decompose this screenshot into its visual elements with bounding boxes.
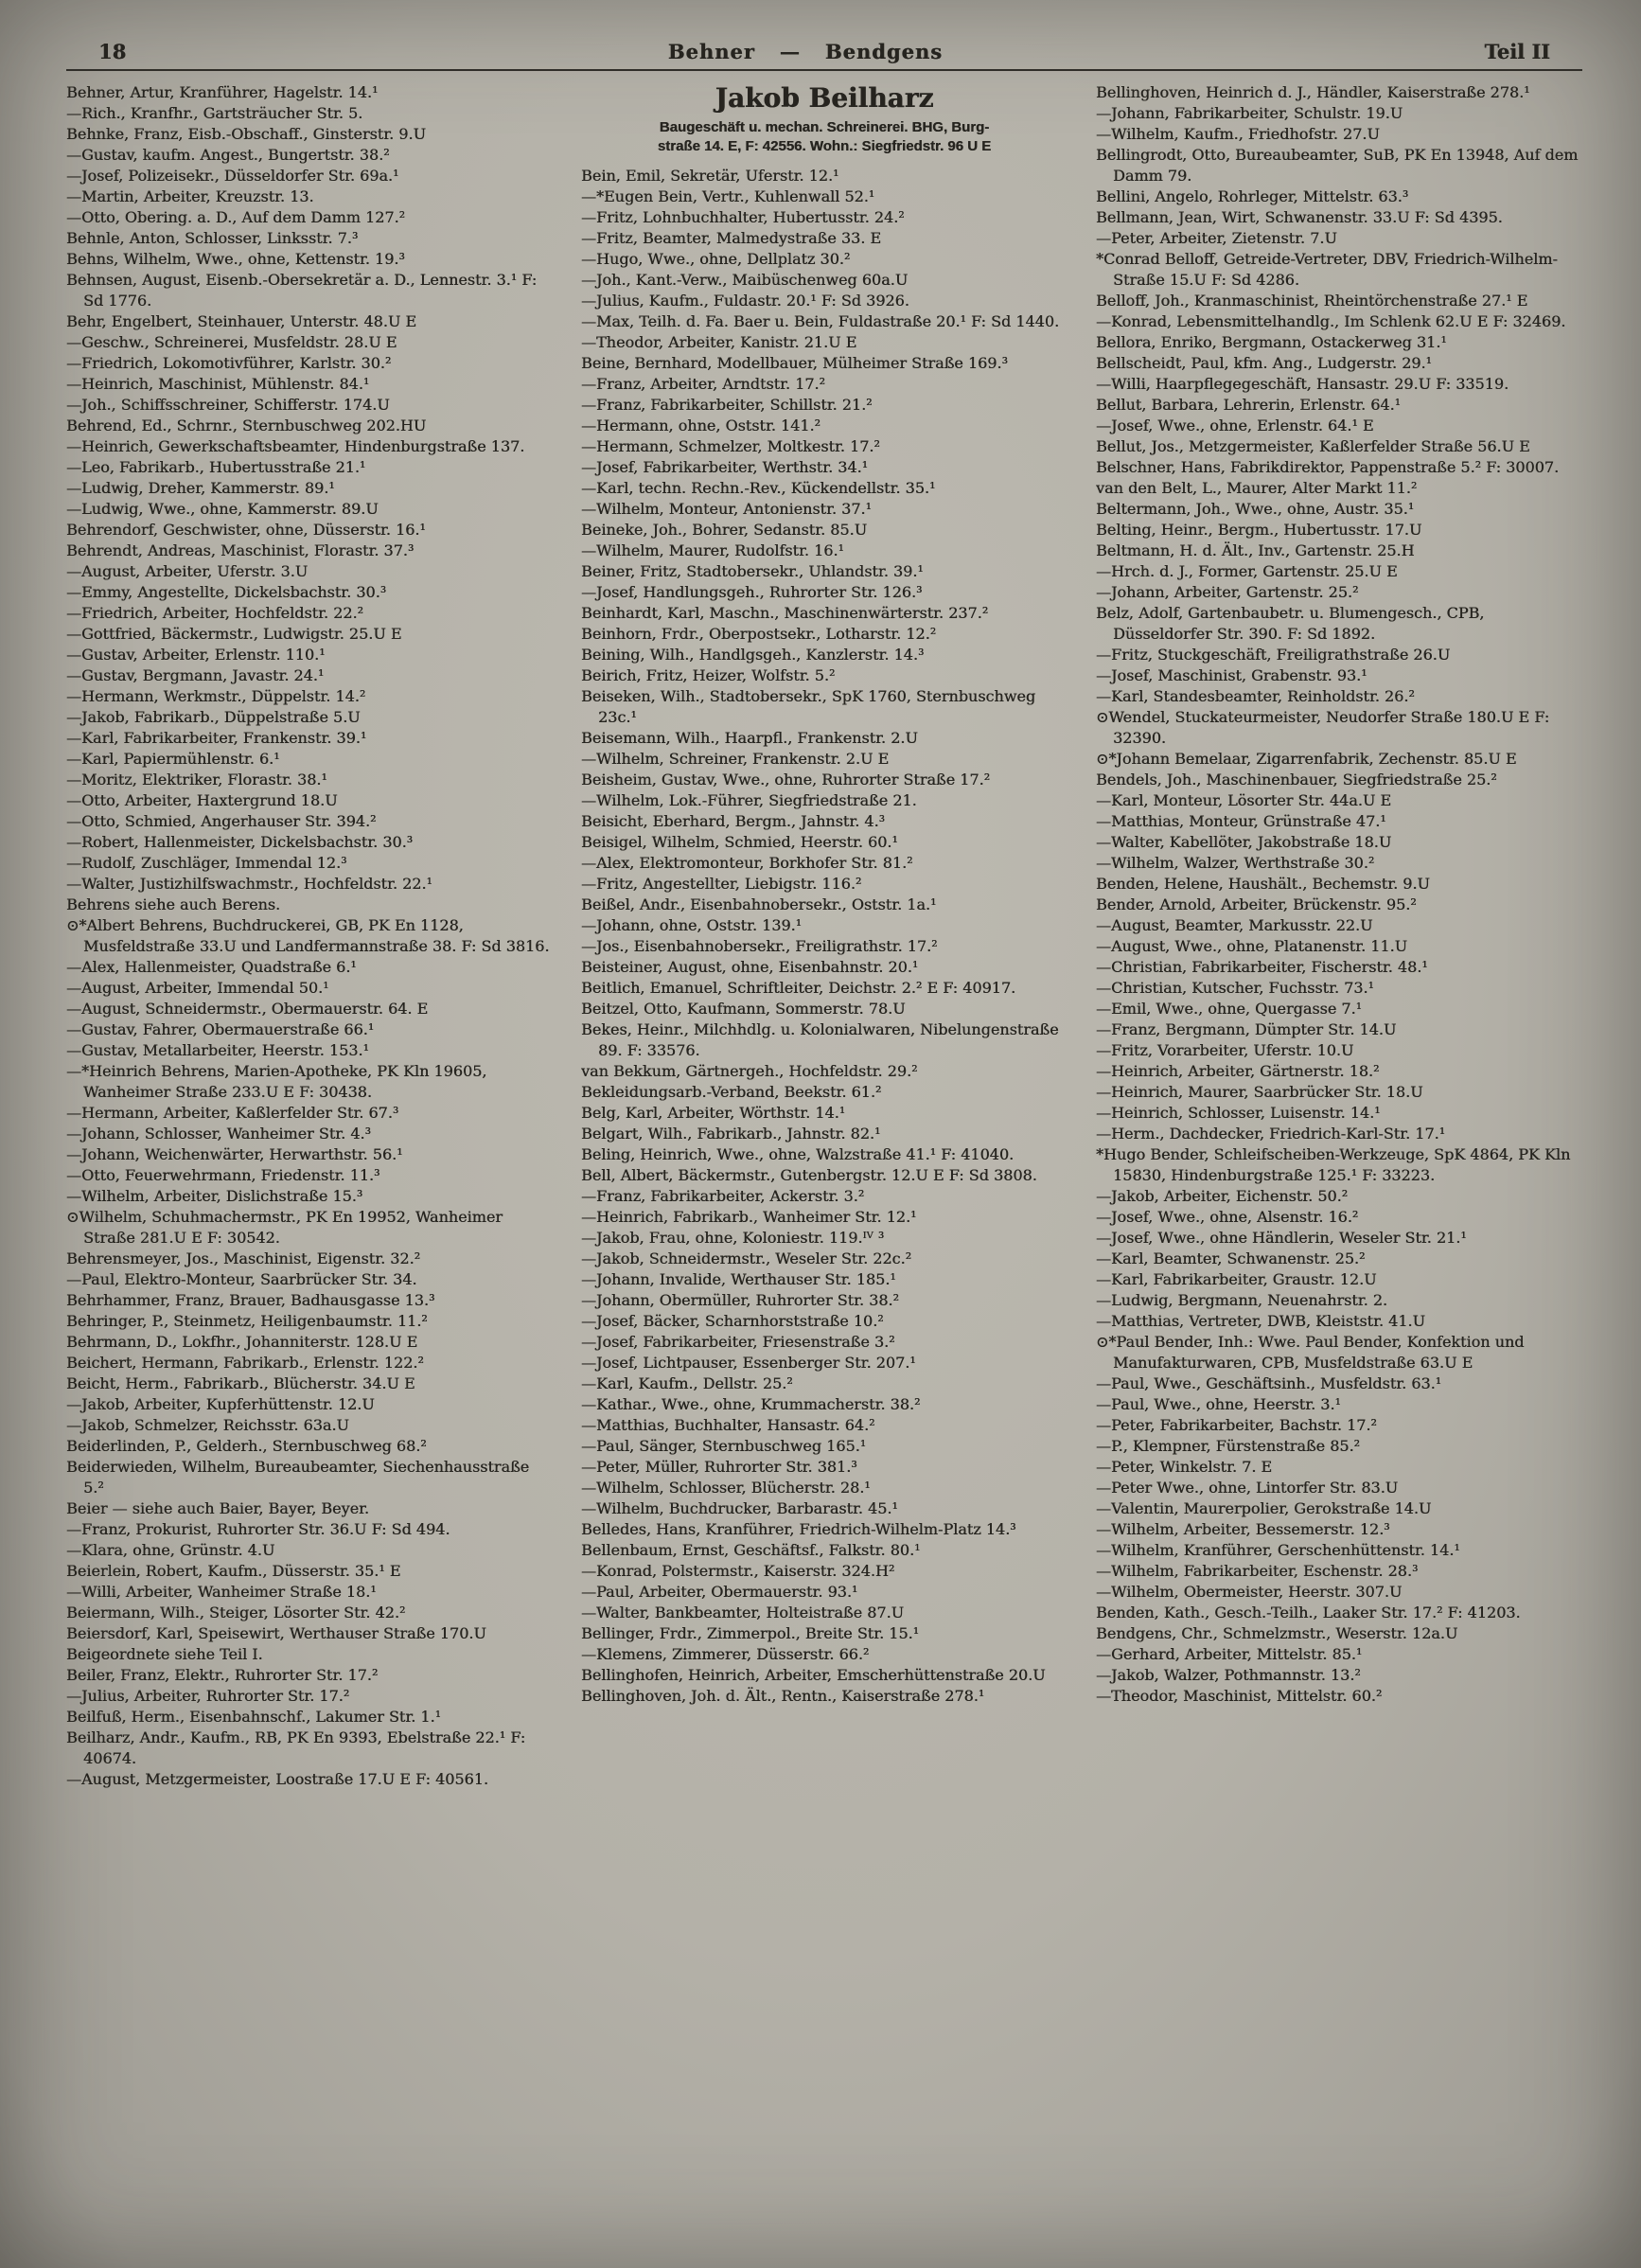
- directory-entry: —Heinrich, Fabrikarb., Wanheimer Str. 12.¹: [581, 1208, 917, 1226]
- directory-entry: —Wilhelm, Obermeister, Heerstr. 307.U: [1096, 1583, 1403, 1601]
- directory-entry: Bellut, Jos., Metzgermeister, Kaßlerfelder Straße 56.U E: [1096, 437, 1530, 455]
- directory-entry: —Matthias, Vertreter, DWB, Kleiststr. 41.U: [1096, 1312, 1425, 1330]
- directory-entry: Behrens siehe auch Berens.: [66, 895, 281, 913]
- directory-entry: —Franz, Bergmann, Dümpter Str. 14.U: [1096, 1020, 1397, 1038]
- directory-entry: —Peter, Müller, Ruhrorter Str. 381.³: [581, 1458, 857, 1476]
- directory-entry: —Willi, Haarpflegegeschäft, Hansastr. 29.U F: 33519.: [1096, 375, 1509, 393]
- directory-entry: —Jakob, Arbeiter, Eichenstr. 50.²: [1096, 1187, 1349, 1205]
- directory-entry: —August, Arbeiter, Uferstr. 3.U: [66, 562, 309, 580]
- column-3: [1096, 82, 1582, 2203]
- directory-entry: ⊙*Albert Behrens, Buchdruckerei, GB, PK En 1128, Musfeldstraße 33.U und Landfermannstraße 38. F: Sd 3816.: [66, 916, 550, 955]
- directory-entry: Beinhorn, Frdr., Oberpostsekr., Lotharstr. 12.²: [581, 625, 937, 643]
- directory-entry: Beltermann, Joh., Wwe., ohne, Austr. 35.¹: [1096, 500, 1415, 518]
- directory-entry: —Gerhard, Arbeiter, Mittelstr. 85.¹: [1096, 1645, 1363, 1663]
- directory-entry: ⊙*Johann Bemelaar, Zigarrenfabrik, Zechenstr. 85.U E: [1096, 750, 1517, 768]
- page-content: [66, 40, 1582, 2240]
- directory-entry: Belgart, Wilh., Fabrikarb., Jahnstr. 82.¹: [581, 1125, 881, 1143]
- directory-entry: Belz, Adolf, Gartenbaubetr. u. Blumengesch., CPB, Düsseldorfer Str. 390. F: Sd 1892.: [1096, 604, 1485, 643]
- directory-entry: Beisicht, Eberhard, Bergm., Jahnstr. 4.³: [581, 812, 885, 830]
- directory-entry: —Gustav, kaufm. Angest., Bungertstr. 38.²: [66, 146, 390, 164]
- directory-entry: Bellut, Barbara, Lehrerin, Erlenstr. 64.¹: [1096, 396, 1401, 414]
- directory-entry: Belting, Heinr., Bergm., Hubertusstr. 17.U: [1096, 521, 1422, 539]
- directory-entry: —Josef, Maschinist, Grabenstr. 93.¹: [1096, 666, 1368, 684]
- directory-entry: van Bekkum, Gärtnergeh., Hochfeldstr. 29.²: [581, 1062, 918, 1080]
- directory-entry: Beißel, Andr., Eisenbahnobersekr., Oststr. 1a.¹: [581, 895, 937, 913]
- directory-entry: ⊙*Paul Bender, Inh.: Wwe. Paul Bender, Konfektion und Manufakturwaren, CPB, Musfeldstraße 63.U E: [1096, 1333, 1525, 1372]
- directory-entry: —Wilhelm, Arbeiter, Dislichstraße 15.³: [66, 1187, 363, 1205]
- directory-entry: Beigeordnete siehe Teil I.: [66, 1645, 263, 1663]
- directory-entry: *Hugo Bender, Schleifscheiben-Werkzeuge, SpK 4864, PK Kln 15830, Hindenburgstraße 125.¹ F: 33223.: [1096, 1145, 1571, 1184]
- directory-entry: —Moritz, Elektriker, Florastr. 38.¹: [66, 771, 327, 788]
- directory-entry: Bekleidungsarb.-Verband, Beekstr. 61.²: [581, 1083, 882, 1101]
- directory-entry: —Karl, Standesbeamter, Reinholdstr. 26.²: [1096, 687, 1415, 705]
- directory-entry: Bellora, Enriko, Bergmann, Ostackerweg 31.¹: [1096, 333, 1447, 351]
- directory-entry: —Hermann, Werkmstr., Düppelstr. 14.²: [66, 687, 366, 705]
- directory-entry: —Alex, Elektromonteur, Borkhofer Str. 81.²: [581, 854, 913, 872]
- directory-entry: —Julius, Kaufm., Fuldastr. 20.¹ F: Sd 3926.: [581, 292, 909, 310]
- directory-entry: Beisheim, Gustav, Wwe., ohne, Ruhrorter Straße 17.²: [581, 771, 991, 788]
- directory-entry: —Rudolf, Zuschläger, Immendal 12.³: [66, 854, 347, 872]
- directory-entry: —Wilhelm, Fabrikarbeiter, Eschenstr. 28.³: [1096, 1562, 1419, 1580]
- directory-entry: —Ludwig, Bergmann, Neuenahrstr. 2.: [1096, 1291, 1388, 1309]
- directory-entry: —Jakob, Schneidermstr., Weseler Str. 22c.²: [581, 1249, 912, 1267]
- directory-entry: —Karl, Kaufm., Dellstr. 25.²: [581, 1374, 793, 1392]
- directory-entry: —Wilhelm, Kaufm., Friedhofstr. 27.U: [1096, 125, 1380, 143]
- directory-entry: Bekes, Heinr., Milchhdlg. u. Kolonialwaren, Nibelungenstraße 89. F: 33576.: [581, 1020, 1059, 1059]
- directory-entry: —Martin, Arbeiter, Kreuzstr. 13.: [66, 187, 314, 205]
- directory-entry: —Joh., Kant.-Verw., Maibüschenweg 60a.U: [581, 271, 909, 289]
- directory-entry: Beining, Wilh., Handlgsgeh., Kanzlerstr. 14.³: [581, 646, 925, 664]
- directory-entry: Behrendt, Andreas, Maschinist, Florastr. 37.³: [66, 541, 415, 559]
- directory-entry: Belschner, Hans, Fabrikdirektor, Pappenstraße 5.² F: 30007.: [1096, 458, 1560, 476]
- directory-entry: —Otto, Arbeiter, Haxtergrund 18.U: [66, 791, 338, 809]
- directory-entry: Bellinger, Frdr., Zimmerpol., Breite Str. 15.¹: [581, 1624, 920, 1642]
- directory-entry: —Walter, Kabellöter, Jakobstraße 18.U: [1096, 833, 1392, 851]
- directory-entry: Behr, Engelbert, Steinhauer, Unterstr. 48.U E: [66, 312, 417, 330]
- directory-entry: —Gottfried, Bäckermstr., Ludwigstr. 25.U E: [66, 625, 402, 643]
- directory-entry: Behnke, Franz, Eisb.-Obschaff., Ginsterstr. 9.U: [66, 125, 426, 143]
- directory-entry: Beiler, Franz, Elektr., Ruhrorter Str. 17.²: [66, 1666, 379, 1684]
- directory-entry: —Josef, Wwe., ohne, Erlenstr. 64.¹ E: [1096, 416, 1374, 434]
- directory-entry: Bein, Emil, Sekretär, Uferstr. 12.¹: [581, 167, 839, 185]
- directory-entry: Bellinghoven, Heinrich d. J., Händler, Kaiserstraße 278.¹: [1096, 83, 1530, 101]
- directory-entry: —Fritz, Beamter, Malmedystraße 33. E: [581, 229, 882, 247]
- directory-entry: —August, Beamter, Markusstr. 22.U: [1096, 916, 1373, 934]
- directory-entry: Bellenbaum, Ernst, Geschäftsf., Falkstr. 80.¹: [581, 1541, 921, 1559]
- directory-entry: —Paul, Elektro-Monteur, Saarbrücker Str. 34.: [66, 1270, 417, 1288]
- directory-entry: —Heinrich, Maurer, Saarbrücker Str. 18.U: [1096, 1083, 1423, 1101]
- directory-entry: —August, Schneidermstr., Obermauerstr. 64. E: [66, 1000, 429, 1018]
- directory-entry: —Paul, Wwe., Geschäftsinh., Musfeldstr. 63.¹: [1096, 1374, 1442, 1392]
- directory-entry: —Peter, Arbeiter, Zietenstr. 7.U: [1096, 229, 1337, 247]
- directory-entry: —Gustav, Arbeiter, Erlenstr. 110.¹: [66, 646, 326, 664]
- directory-entry: —Konrad, Lebensmittelhandlg., Im Schlenk 62.U E F: 32469.: [1096, 312, 1566, 330]
- directory-entry: —Walter, Bankbeamter, Holteistraße 87.U: [581, 1604, 905, 1621]
- directory-entry: —Jos., Eisenbahnobersekr., Freiligrathstr. 17.²: [581, 937, 938, 955]
- directory-entry: —August, Wwe., ohne, Platanenstr. 11.U: [1096, 937, 1408, 955]
- directory-entry: —Johann, Schlosser, Wanheimer Str. 4.³: [66, 1125, 371, 1143]
- directory-entry: Benden, Kath., Gesch.-Teilh., Laaker Str. 17.² F: 41203.: [1096, 1604, 1521, 1621]
- directory-entry: —Gustav, Bergmann, Javastr. 24.¹: [66, 666, 325, 684]
- directory-entry: —Joh., Schiffsschreiner, Schifferstr. 174.U: [66, 396, 390, 414]
- directory-entry: —Robert, Hallenmeister, Dickelsbachstr. 30.³: [66, 833, 414, 851]
- directory-entry: —Wilhelm, Maurer, Rudolfstr. 16.¹: [581, 541, 844, 559]
- directory-entry: Beichert, Hermann, Fabrikarb., Erlenstr. 122.²: [66, 1354, 424, 1372]
- directory-entry: —Franz, Fabrikarbeiter, Ackerstr. 3.²: [581, 1187, 865, 1205]
- directory-entry: —Karl, Beamter, Schwanenstr. 25.²: [1096, 1249, 1366, 1267]
- directory-entry: —Paul, Arbeiter, Obermauerstr. 93.¹: [581, 1583, 858, 1601]
- directory-entry: —Karl, Fabrikarbeiter, Frankenstr. 39.¹: [66, 729, 367, 747]
- directory-entry: —Friedrich, Lokomotivführer, Karlstr. 30.²: [66, 354, 392, 372]
- directory-entry: Beisteiner, August, ohne, Eisenbahnstr. 20.¹: [581, 958, 919, 976]
- directory-entry: ⊙Wendel, Stuckateurmeister, Neudorfer Straße 180.U E F: 32390.: [1096, 708, 1550, 747]
- directory-entry: —Kathar., Wwe., ohne, Krummacherstr. 38.²: [581, 1395, 921, 1413]
- directory-entry: Beiderlinden, P., Gelderh., Sternbuschweg 68.²: [66, 1437, 427, 1455]
- directory-entry: Beinhardt, Karl, Maschn., Maschinenwärterstr. 237.²: [581, 604, 989, 622]
- column-2-entries: [581, 166, 1068, 1707]
- directory-entry: —Karl, Monteur, Lösorter Str. 44a.U E: [1096, 791, 1392, 809]
- directory-entry: Beitzel, Otto, Kaufmann, Sommerstr. 78.U: [581, 1000, 906, 1018]
- directory-entry: —Geschw., Schreinerei, Musfeldstr. 28.U E: [66, 333, 397, 351]
- directory-entry: Behner, Artur, Kranführer, Hagelstr. 14.¹: [66, 83, 379, 101]
- directory-entry: —Fritz, Stuckgeschäft, Freiligrathstraße 26.U: [1096, 646, 1451, 664]
- directory-entry: Beilfuß, Herm., Eisenbahnschf., Lakumer Str. 1.¹: [66, 1708, 441, 1726]
- directory-entry: —Rich., Kranfhr., Gartsträucher Str. 5.: [66, 104, 363, 122]
- directory-entry: Behns, Wilhelm, Wwe., ohne, Kettenstr. 19.³: [66, 250, 405, 268]
- directory-columns: [66, 82, 1582, 2203]
- directory-entry: Beirich, Fritz, Heizer, Wolfstr. 5.²: [581, 666, 836, 684]
- directory-entry: —P., Klempner, Fürstenstraße 85.²: [1096, 1437, 1360, 1455]
- directory-entry: —Matthias, Buchhalter, Hansastr. 64.²: [581, 1416, 875, 1434]
- directory-entry: —*Heinrich Behrens, Marien-Apotheke, PK Kln 19605, Wanheimer Straße 233.U E F: 30438.: [66, 1062, 487, 1101]
- directory-entry: —Heinrich, Arbeiter, Gärtnerstr. 18.²: [1096, 1062, 1380, 1080]
- directory-entry: Beiderwieden, Wilhelm, Bureaubeamter, Siechenhausstraße 5.²: [66, 1458, 530, 1497]
- directory-entry: —Hermann, Schmelzer, Moltkestr. 17.²: [581, 437, 880, 455]
- directory-entry: —Alex, Hallenmeister, Quadstraße 6.¹: [66, 958, 357, 976]
- directory-entry: —Wilhelm, Arbeiter, Bessemerstr. 12.³: [1096, 1520, 1390, 1538]
- directory-entry: —Josef, Fabrikarbeiter, Werthstr. 34.¹: [581, 458, 869, 476]
- directory-entry: —Johann, ohne, Oststr. 139.¹: [581, 916, 803, 934]
- directory-entry: —Herm., Dachdecker, Friedrich-Karl-Str. 17.¹: [1096, 1125, 1446, 1143]
- directory-entry: —Josef, Polizeisekr., Düsseldorfer Str. 69a.¹: [66, 167, 399, 185]
- directory-entry: Behrhammer, Franz, Brauer, Badhausgasse 13.³: [66, 1291, 435, 1309]
- advert-title: Jakob Beilharz: [715, 82, 934, 114]
- directory-entry: Beilharz, Andr., Kaufm., RB, PK En 9393, Ebelstraße 22.¹ F: 40674.: [66, 1728, 526, 1767]
- directory-entry: —Walter, Justizhilfswachmstr., Hochfeldstr. 22.¹: [66, 875, 432, 893]
- directory-entry: —Valentin, Maurerpolier, Gerokstraße 14.U: [1096, 1499, 1432, 1517]
- directory-entry: —*Eugen Bein, Vertr., Kuhlenwall 52.¹: [581, 187, 875, 205]
- directory-entry: —Peter, Fabrikarbeiter, Bachstr. 17.²: [1096, 1416, 1377, 1434]
- directory-entry: —Emil, Wwe., ohne, Quergasse 7.¹: [1096, 1000, 1362, 1018]
- header-rule: [66, 69, 1582, 71]
- directory-entry: Beisigel, Wilhelm, Schmied, Heerstr. 60.¹: [581, 833, 898, 851]
- directory-entry: Behnsen, August, Eisenb.-Obersekretär a. D., Lennestr. 3.¹ F: Sd 1776.: [66, 271, 538, 310]
- directory-entry: Beiseken, Wilh., Stadtobersekr., SpK 1760, Sternbuschweg 23c.¹: [581, 687, 1036, 726]
- directory-entry: —Josef, Lichtpauser, Essenberger Str. 207.¹: [581, 1354, 916, 1372]
- directory-entry: Bendgens, Chr., Schmelzmstr., Weserstr. 12a.U: [1096, 1624, 1458, 1642]
- part-label: Teil II: [1484, 40, 1550, 63]
- directory-entry: Benden, Helene, Haushält., Bechemstr. 9.U: [1096, 875, 1430, 893]
- running-title-right: Bendgens: [824, 40, 943, 63]
- directory-entry: —Wilhelm, Schreiner, Frankenstr. 2.U E: [581, 750, 890, 768]
- directory-entry: —Josef, Bäcker, Scharnhorststraße 10.²: [581, 1312, 884, 1330]
- directory-entry: —Josef, Wwe., ohne Händlerin, Weseler Str. 21.¹: [1096, 1229, 1467, 1247]
- directory-entry: —Ludwig, Wwe., ohne, Kammerstr. 89.U: [66, 500, 379, 518]
- directory-entry: —Karl, techn. Rechn.-Rev., Kückendellstr. 35.¹: [581, 479, 936, 497]
- directory-entry: —Jakob, Walzer, Pothmannstr. 13.²: [1096, 1666, 1361, 1684]
- directory-entry: —Franz, Prokurist, Ruhrorter Str. 36.U F: Sd 494.: [66, 1520, 450, 1538]
- directory-entry: —Leo, Fabrikarb., Hubertusstraße 21.¹: [66, 458, 366, 476]
- directory-entry: —Jakob, Frau, ohne, Koloniestr. 119.ᴵⱽ ³: [581, 1229, 885, 1247]
- directory-entry: ⊙Wilhelm, Schuhmachermstr., PK En 19952, Wanheimer Straße 281.U E F: 30542.: [66, 1208, 503, 1247]
- directory-entry: —Johann, Obermüller, Ruhrorter Str. 38.²: [581, 1291, 899, 1309]
- directory-entry: Bendels, Joh., Maschinenbauer, Siegfriedstraße 25.²: [1096, 771, 1497, 788]
- directory-entry: —Wilhelm, Schlosser, Blücherstr. 28.¹: [581, 1479, 871, 1497]
- directory-entry: —Karl, Papiermühlenstr. 6.¹: [66, 750, 280, 768]
- running-title-left: Behner: [667, 40, 755, 63]
- directory-entry: —Theodor, Arbeiter, Kanistr. 21.U E: [581, 333, 857, 351]
- directory-entry: —Theodor, Maschinist, Mittelstr. 60.²: [1096, 1687, 1383, 1705]
- directory-entry: —Christian, Fabrikarbeiter, Fischerstr. 48.¹: [1096, 958, 1428, 976]
- page-number: 18: [98, 40, 127, 63]
- directory-entry: —Otto, Feuerwehrmann, Friedenstr. 11.³: [66, 1166, 380, 1184]
- directory-entry: Beitlich, Emanuel, Schriftleiter, Deichstr. 2.² E F: 40917.: [581, 979, 1016, 997]
- directory-entry: Beltmann, H. d. Ält., Inv., Gartenstr. 25.H: [1096, 541, 1415, 559]
- directory-entry: —Johann, Fabrikarbeiter, Schulstr. 19.U: [1096, 104, 1403, 122]
- directory-entry: —Klara, ohne, Grünstr. 4.U: [66, 1541, 275, 1559]
- directory-entry: Beiermann, Wilh., Steiger, Lösorter Str. 42.²: [66, 1604, 406, 1621]
- directory-entry: —Johann, Invalide, Werthauser Str. 185.¹: [581, 1270, 896, 1288]
- column-1: [66, 82, 553, 2203]
- directory-entry: —Gustav, Metallarbeiter, Heerstr. 153.¹: [66, 1041, 369, 1059]
- directory-entry: Behringer, P., Steinmetz, Heiligenbaumstr. 11.²: [66, 1312, 428, 1330]
- directory-entry: Behrend, Ed., Schrnr., Sternbuschweg 202.HU: [66, 416, 427, 434]
- directory-entry: *Conrad Belloff, Getreide-Vertreter, DBV, Friedrich-Wilhelm-Straße 15.U F: Sd 4286.: [1096, 250, 1558, 289]
- directory-entry: —Julius, Arbeiter, Ruhrorter Str. 17.²: [66, 1687, 350, 1705]
- advert-line-2: straße 14. E, F: 42556. Wohn.: Siegfriedstr. 96 U E: [657, 138, 992, 154]
- directory-entry: Bender, Arnold, Arbeiter, Brückenstr. 95.²: [1096, 895, 1417, 913]
- directory-entry: —Jakob, Schmelzer, Reichsstr. 63a.U: [66, 1416, 349, 1434]
- directory-entry: Behrendorf, Geschwister, ohne, Düsserstr. 16.¹: [66, 521, 426, 539]
- directory-entry: —Willi, Arbeiter, Wanheimer Straße 18.¹: [66, 1583, 377, 1601]
- directory-entry: —Peter Wwe., ohne, Lintorfer Str. 83.U: [1096, 1479, 1399, 1497]
- page-header: [66, 40, 1582, 69]
- directory-entry: Beiersdorf, Karl, Speisewirt, Werthauser Straße 170.U: [66, 1624, 486, 1642]
- directory-entry: Behrensmeyer, Jos., Maschinist, Eigenstr. 32.²: [66, 1249, 421, 1267]
- directory-entry: Beier — siehe auch Baier, Bayer, Beyer.: [66, 1499, 370, 1517]
- directory-entry: Bellini, Angelo, Rohrleger, Mittelstr. 63.³: [1096, 187, 1409, 205]
- directory-entry: —Wilhelm, Kranführer, Gerschenhüttenstr. 14.¹: [1096, 1541, 1460, 1559]
- directory-entry: —Heinrich, Gewerkschaftsbeamter, Hindenburgstraße 137.: [66, 437, 525, 455]
- directory-entry: —Wilhelm, Monteur, Antonienstr. 37.¹: [581, 500, 872, 518]
- directory-entry: —Josef, Handlungsgeh., Ruhrorter Str. 126.³: [581, 583, 923, 601]
- directory-entry: Behrmann, D., Lokfhr., Johanniterstr. 128.U E: [66, 1333, 418, 1351]
- directory-entry: Beicht, Herm., Fabrikarb., Blücherstr. 34.U E: [66, 1374, 415, 1392]
- directory-entry: —Friedrich, Arbeiter, Hochfeldstr. 22.²: [66, 604, 363, 622]
- directory-entry: —Ludwig, Dreher, Kammerstr. 89.¹: [66, 479, 335, 497]
- directory-entry: —Otto, Obering. a. D., Auf dem Damm 127.²: [66, 208, 405, 226]
- directory-entry: —Jakob, Arbeiter, Kupferhüttenstr. 12.U: [66, 1395, 375, 1413]
- running-title: [668, 40, 943, 63]
- directory-entry: —Franz, Fabrikarbeiter, Schillstr. 21.²: [581, 396, 873, 414]
- directory-entry: —Hermann, ohne, Oststr. 141.²: [581, 416, 820, 434]
- directory-entry: —Matthias, Monteur, Grünstraße 47.¹: [1096, 812, 1386, 830]
- directory-entry: Bellinghofen, Heinrich, Arbeiter, Emscherhüttenstraße 20.U: [581, 1666, 1046, 1684]
- directory-entry: —Christian, Kutscher, Fuchsstr. 73.¹: [1096, 979, 1374, 997]
- advertisement: [585, 82, 1064, 156]
- directory-entry: —Klemens, Zimmerer, Düsserstr. 66.²: [581, 1645, 870, 1663]
- directory-entry: —Fritz, Angestellter, Liebigstr. 116.²: [581, 875, 862, 893]
- directory-entry: —Fritz, Lohnbuchhalter, Hubertusstr. 24.²: [581, 208, 905, 226]
- column-3-entries: [1096, 82, 1582, 1707]
- directory-entry: —Josef, Fabrikarbeiter, Friesenstraße 3.²: [581, 1333, 895, 1351]
- directory-entry: Beisemann, Wilh., Haarpfl., Frankenstr. 2.U: [581, 729, 918, 747]
- running-title-dash: —: [779, 40, 801, 63]
- directory-entry: —August, Arbeiter, Immendal 50.¹: [66, 979, 329, 997]
- directory-entry: Bellmann, Jean, Wirt, Schwanenstr. 33.U F: Sd 4395.: [1096, 208, 1503, 226]
- directory-entry: Behnle, Anton, Schlosser, Linksstr. 7.³: [66, 229, 359, 247]
- directory-entry: —Wilhelm, Buchdrucker, Barbarastr. 45.¹: [581, 1499, 898, 1517]
- directory-entry: Belg, Karl, Arbeiter, Wörthstr. 14.¹: [581, 1104, 846, 1122]
- directory-entry: —Paul, Wwe., ohne, Heerstr. 3.¹: [1096, 1395, 1341, 1413]
- advert-line-1: Baugeschäft u. mechan. Schreinerei. BHG, Burg-: [659, 119, 990, 135]
- directory-entry: Belledes, Hans, Kranführer, Friedrich-Wilhelm-Platz 14.³: [581, 1520, 1016, 1538]
- directory-entry: Beineke, Joh., Bohrer, Sedanstr. 85.U: [581, 521, 868, 539]
- directory-entry: —Fritz, Vorarbeiter, Uferstr. 10.U: [1096, 1041, 1354, 1059]
- directory-entry: —Max, Teilh. d. Fa. Baer u. Bein, Fuldastraße 20.¹ F: Sd 1440.: [581, 312, 1060, 330]
- directory-entry: Beling, Heinrich, Wwe., ohne, Walzstraße 41.¹ F: 41040.: [581, 1145, 1015, 1163]
- directory-entry: —Franz, Arbeiter, Arndtstr. 17.²: [581, 375, 825, 393]
- directory-entry: —Gustav, Fahrer, Obermauerstraße 66.¹: [66, 1020, 375, 1038]
- directory-entry: —August, Metzgermeister, Loostraße 17.U E F: 40561.: [66, 1770, 488, 1788]
- directory-entry: —Johann, Weichenwärter, Herwarthstr. 56.¹: [66, 1145, 403, 1163]
- directory-entry: —Heinrich, Maschinist, Mühlenstr. 84.¹: [66, 375, 370, 393]
- directory-entry: Beiner, Fritz, Stadtobersekr., Uhlandstr. 39.¹: [581, 562, 924, 580]
- directory-entry: —Hrch. d. J., Former, Gartenstr. 25.U E: [1096, 562, 1398, 580]
- directory-entry: —Hermann, Arbeiter, Kaßlerfelder Str. 67.³: [66, 1104, 399, 1122]
- directory-entry: Beine, Bernhard, Modellbauer, Mülheimer Straße 169.³: [581, 354, 1008, 372]
- directory-entry: —Hugo, Wwe., ohne, Dellplatz 30.²: [581, 250, 851, 268]
- directory-entry: —Johann, Arbeiter, Gartenstr. 25.²: [1096, 583, 1359, 601]
- directory-entry: —Karl, Fabrikarbeiter, Graustr. 12.U: [1096, 1270, 1377, 1288]
- directory-entry: Bell, Albert, Bäckermstr., Gutenbergstr. 12.U E F: Sd 3808.: [581, 1166, 1037, 1184]
- directory-entry: Beierlein, Robert, Kaufm., Düsserstr. 35.¹ E: [66, 1562, 401, 1580]
- directory-entry: —Peter, Winkelstr. 7. E: [1096, 1458, 1273, 1476]
- directory-entry: Bellinghoven, Joh. d. Ält., Rentn., Kaiserstraße 278.¹: [581, 1687, 985, 1705]
- directory-entry: —Jakob, Fabrikarb., Düppelstraße 5.U: [66, 708, 361, 726]
- directory-entry: —Paul, Sänger, Sternbuschweg 165.¹: [581, 1437, 867, 1455]
- directory-entry: —Wilhelm, Lok.-Führer, Siegfriedstraße 21.: [581, 791, 917, 809]
- directory-entry: Bellscheidt, Paul, kfm. Ang., Ludgerstr. 29.¹: [1096, 354, 1432, 372]
- directory-entry: Belloff, Joh., Kranmaschinist, Rheintörchenstraße 27.¹ E: [1096, 292, 1528, 310]
- directory-entry: —Emmy, Angestellte, Dickelsbachstr. 30.³: [66, 583, 387, 601]
- directory-entry: —Konrad, Polstermstr., Kaiserstr. 324.H²: [581, 1562, 895, 1580]
- directory-entry: —Heinrich, Schlosser, Luisenstr. 14.¹: [1096, 1104, 1381, 1122]
- directory-entry: van den Belt, L., Maurer, Alter Markt 11.²: [1096, 479, 1418, 497]
- directory-entry: —Otto, Schmied, Angerhauser Str. 394.²: [66, 812, 377, 830]
- column-2: [581, 82, 1068, 2203]
- directory-entry: Bellingrodt, Otto, Bureaubeamter, SuB, PK En 13948, Auf dem Damm 79.: [1096, 146, 1579, 185]
- directory-entry: —Josef, Wwe., ohne, Alsenstr. 16.²: [1096, 1208, 1359, 1226]
- column-1-entries: [66, 82, 553, 1790]
- directory-entry: —Wilhelm, Walzer, Werthstraße 30.²: [1096, 854, 1375, 872]
